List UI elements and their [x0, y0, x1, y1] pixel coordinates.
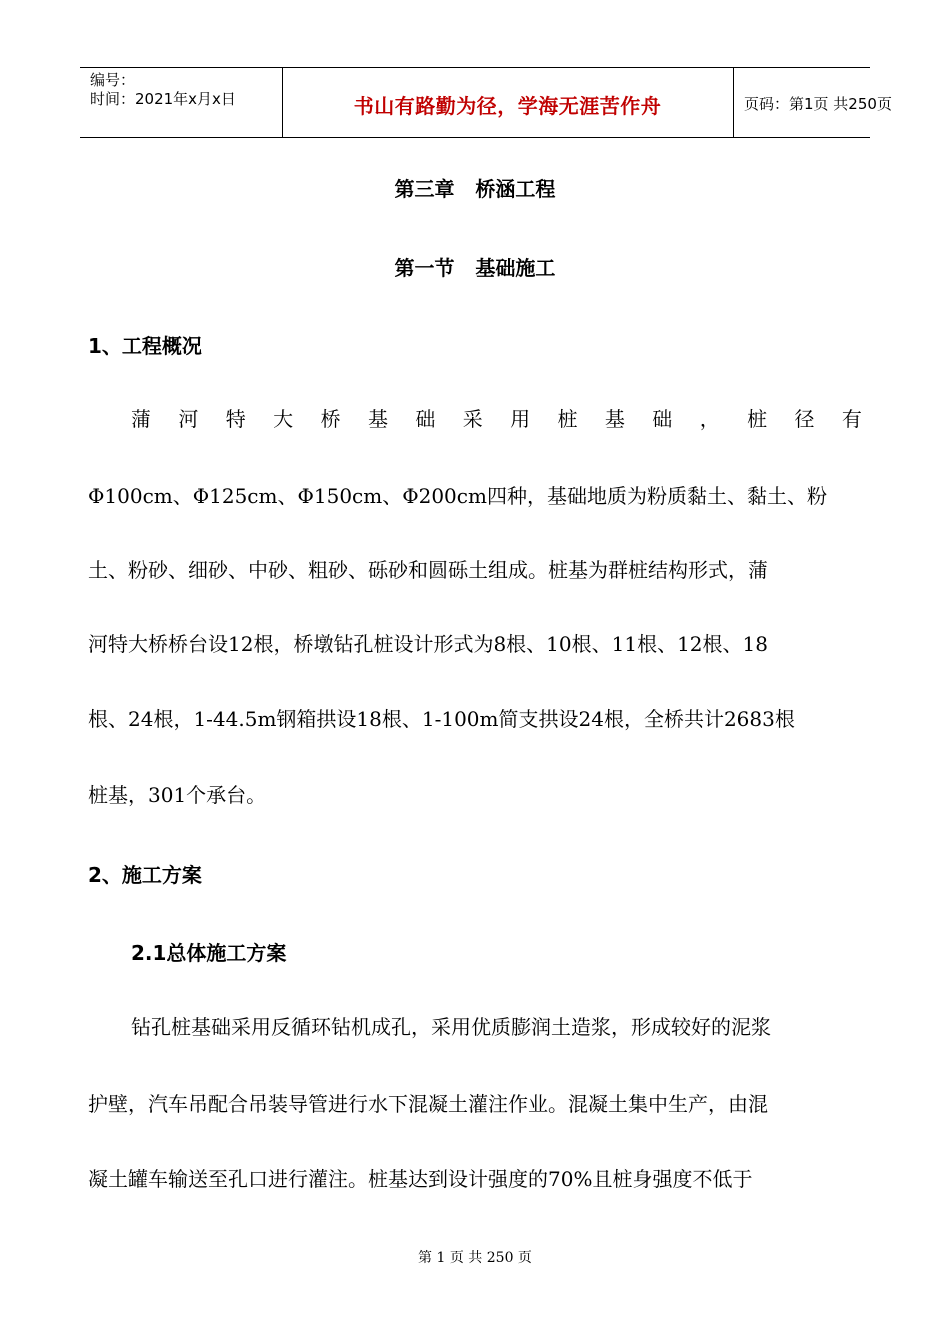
paragraph-char: 大: [273, 407, 294, 431]
page-footer: 第 1 页 共 250 页: [418, 1250, 532, 1266]
paragraph-char: 础: [652, 407, 673, 431]
time-label: 时间：2021年x月x日: [90, 90, 236, 108]
paragraph-char: 蒲: [131, 407, 151, 431]
heading-overall-plan: 2.1总体施工方案: [131, 941, 287, 965]
paragraph-line: 桩基，301个承台。: [88, 783, 267, 807]
paragraph-char: 桥: [320, 407, 341, 431]
paragraph-char: 础: [415, 407, 436, 431]
paragraph-char: ，: [699, 407, 720, 431]
paragraph-char: 有: [841, 407, 862, 431]
paragraph-line: 凝土罐车输送至孔口进行灌注。桩基达到设计强度的70%且桩身强度不低于: [88, 1167, 753, 1191]
page-header: [80, 67, 892, 138]
paragraph-char: 基: [604, 407, 625, 431]
paragraph-char: 采: [462, 407, 483, 431]
paragraph-char: 桩: [557, 407, 578, 431]
paragraph-line: 土、粉砂、细砂、中砂、粗砂、砾砂和圆砾土组成。桩基为群桩结构形式，蒲: [88, 558, 768, 582]
motto: 书山有路勤为径，学海无涯苦作舟: [353, 94, 662, 118]
header-motto-cell: [282, 68, 734, 137]
heading-construction-plan: 2、施工方案: [88, 863, 202, 887]
page-label: 页码：第1页 共250页: [744, 95, 892, 113]
heading-project-overview: 1、工程概况: [88, 334, 202, 358]
header-page-cell: [734, 68, 892, 137]
paragraph-char: 河: [178, 407, 199, 431]
section-title: 第一节 基础施工: [394, 256, 556, 280]
number-label: 编号：: [90, 71, 136, 89]
paragraph-char: 特: [225, 407, 246, 431]
paragraph-line-spread: [131, 405, 862, 433]
paragraph-char: 基: [367, 407, 388, 431]
chapter-title: 第三章 桥涵工程: [394, 177, 556, 201]
paragraph-char: 用: [510, 407, 531, 431]
paragraph-line: 钻孔桩基础采用反循环钻机成孔，采用优质膨润土造浆，形成较好的泥浆: [131, 1015, 771, 1039]
paragraph-char: 径: [794, 407, 815, 431]
paragraph-line: 护壁，汽车吊配合吊装导管进行水下混凝土灌注作业。混凝土集中生产，由混: [88, 1092, 768, 1116]
paragraph-char: 桩: [747, 407, 768, 431]
paragraph-line: 根、24根，1-44.5m钢箱拱设18根、1-100m简支拱设24根，全桥共计2683根: [88, 707, 795, 731]
paragraph-line: 河特大桥桥台设12根，桥墩钻孔桩设计形式为8根、10根、11根、12根、18: [88, 632, 768, 656]
paragraph-line: Φ100cm、Φ125cm、Φ150cm、Φ200cm四种，基础地质为粉质黏土、黏土、粉: [88, 484, 827, 508]
header-meta-cell: [80, 68, 283, 137]
